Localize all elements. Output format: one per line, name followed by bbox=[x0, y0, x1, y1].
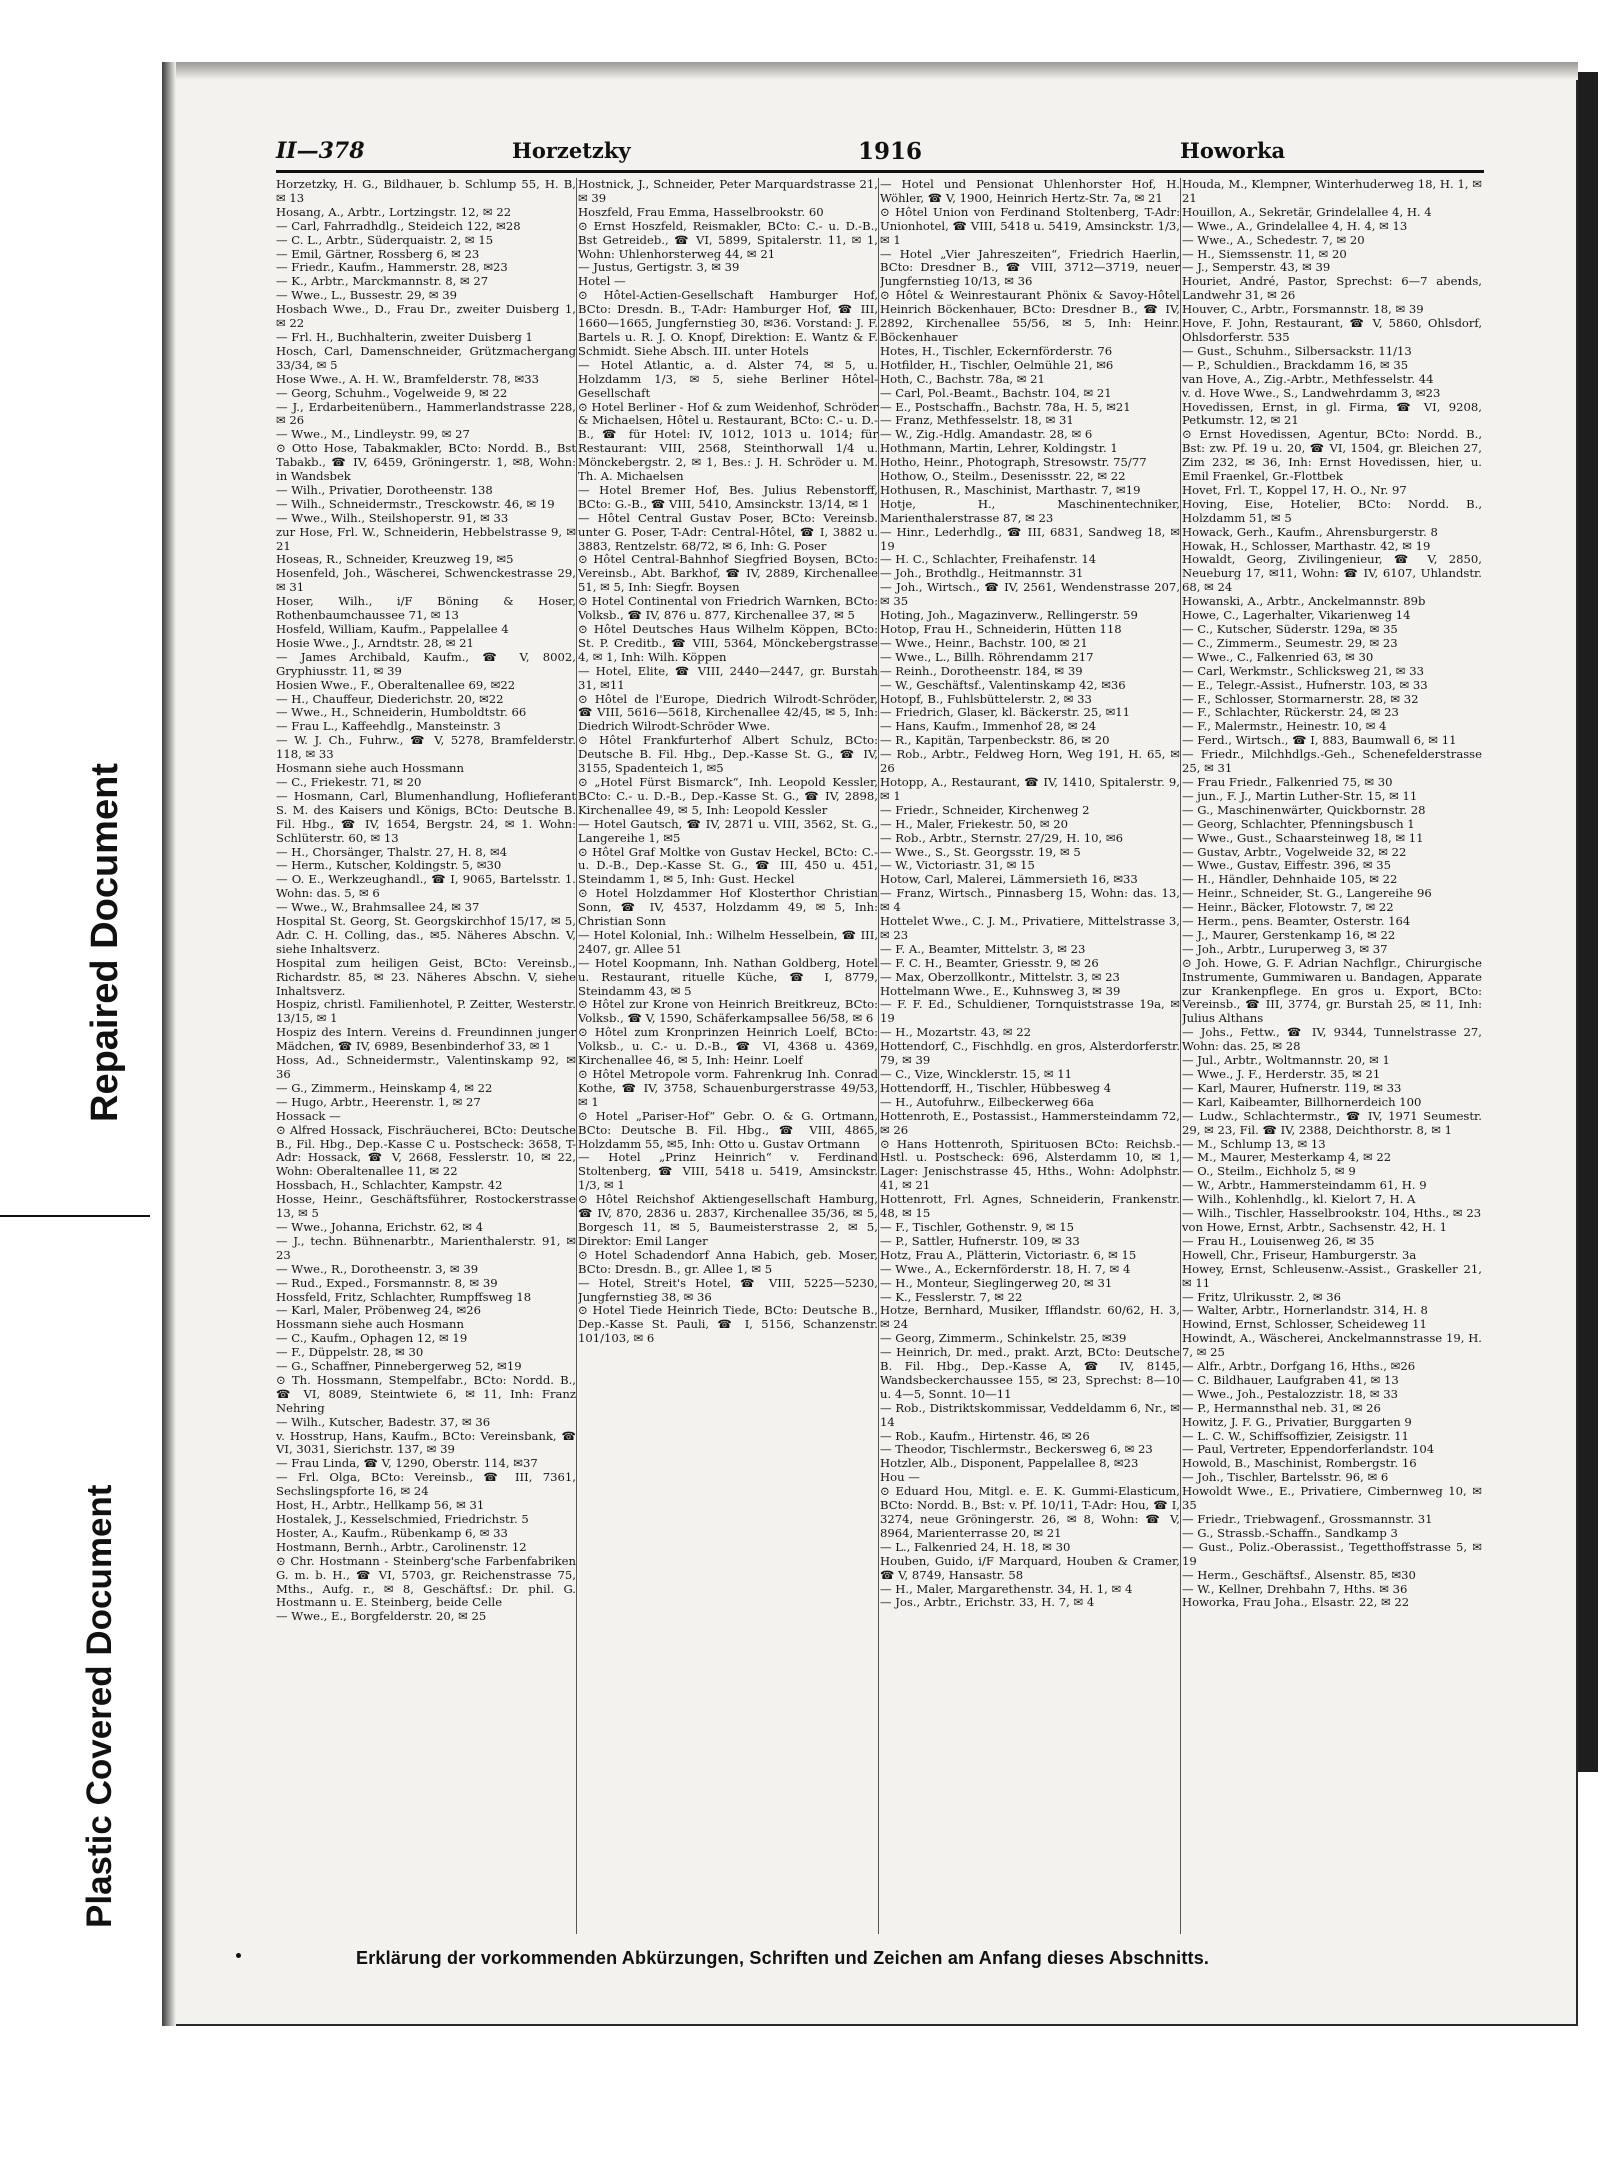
directory-entry: Hothow, O., Steilm., Desenissstr. 22, ✉ 22 bbox=[880, 469, 1126, 484]
directory-entry: Hosse, Heinr., Geschäftsführer, Rostockerstrasse 13, ✉ 5 bbox=[276, 1192, 576, 1221]
directory-entry: — Wwe., L., Billh. Röhrendamm 217 bbox=[880, 649, 1094, 664]
directory-entry: — Wilh., Kohlenhdlg., kl. Kielort 7, H. A bbox=[1182, 1192, 1416, 1207]
directory-entry: — Hotel Gautsch, ☎ IV, 2871 u. VIII, 3562, St. G., Langereihe 1, ✉5 bbox=[578, 816, 878, 845]
directory-entry: — H., Mozartstr. 43, ✉ 22 bbox=[880, 1025, 1032, 1040]
directory-entry: — Franz, Wirtsch., Pinnasberg 15, Wohn: das. 13, ✉ 4 bbox=[880, 886, 1180, 915]
directory-entry: — Wwe., L., Bussestr. 29, ✉ 39 bbox=[276, 288, 458, 303]
column-divider bbox=[878, 178, 879, 1934]
directory-entry: ⊙ „Hotel Fürst Bismarck“, Inh. Leopold Kessler, BCto: C.- u. D.-B., Dep.-Kasse St. G., ☎ IV, 2898, Kirchenallee 49, ✉ 5, Inh: Leopold Kessler bbox=[578, 774, 878, 817]
directory-entry: — F. C. H., Beamter, Griesstr. 9, ✉ 26 bbox=[880, 955, 1099, 970]
directory-entry: Hoseas, R., Schneider, Kreuzweg 19, ✉5 bbox=[276, 552, 514, 567]
directory-entry: — C., Kutscher, Süderstr. 129a, ✉ 35 bbox=[1182, 622, 1398, 636]
directory-entry: — Georg, Schuhm., Vogelweide 9, ✉ 22 bbox=[276, 385, 508, 400]
directory-entry: — Ludw., Schlachtermstr., ☎ IV, 1971 Seumestr. 29, ✉ 23, Fil. ☎ IV, 2388, Deichthorstr. 8, ✉ 1 bbox=[1182, 1108, 1482, 1137]
directory-entry: — C. L., Arbtr., Süderquaistr. 2, ✉ 15 bbox=[276, 232, 494, 247]
directory-entry: — Wilh., Privatier, Dorotheenstr. 138 bbox=[276, 482, 493, 497]
directory-entry: — F., Schlosser, Stormarnerstr. 28, ✉ 32 bbox=[1182, 691, 1419, 706]
directory-entry: — W., Victoriastr. 31, ✉ 15 bbox=[880, 858, 1035, 873]
directory-entry: — Max, Oberzollkontr., Mittelstr. 3, ✉ 23 bbox=[880, 969, 1120, 984]
directory-entry: — Wilh., Schneidermstr., Tresckowstr. 46, ✉ 19 bbox=[276, 496, 555, 511]
directory-entry: — Joh., Arbtr., Luruperweg 3, ✉ 37 bbox=[1182, 941, 1388, 956]
directory-entry: — Frau L., Kaffeehdlg., Mansteinstr. 3 bbox=[276, 719, 501, 734]
directory-entry: Hou — bbox=[880, 1470, 920, 1485]
directory-entry: — J., Semperstr. 43, ✉ 39 bbox=[1182, 260, 1331, 275]
directory-entry: — C., Friekestr. 71, ✉ 20 bbox=[276, 774, 422, 789]
directory-entry: ⊙ Hôtel-Actien-Gesellschaft Hamburger Hof, BCto: Dresdn. B., T-Adr: Hamburger Hof, ☎ III, 1660—1665, Jungfernstieg 30, ✉36. Vorstand: J. F. Bartels u. R. J. O. Knopf, Direktion: E. Wantz & F. Schmidt. Siehe Absch. III. unter Hotels bbox=[578, 288, 878, 358]
directory-entry: — Karl, Maurer, Hufnerstr. 119, ✉ 33 bbox=[1182, 1080, 1402, 1095]
directory-entry: ⊙ Ernst Hoszfeld, Reismakler, BCto: C.- u. D.-B., Bst Getreideb., ☎ VI, 5899, Spitalerstr. 11, ✉ 1, Wohn: Uhlenhorsterweg 44, ✉ 21 bbox=[578, 218, 878, 261]
directory-entry: Hotopf, B., Fuhlsbüttelerstr. 2, ✉ 33 bbox=[880, 691, 1092, 706]
directory-entry: — Wwe., Gust., Schaarsteinweg 18, ✉ 11 bbox=[1182, 830, 1424, 845]
directory-entry: Hosenfeld, Joh., Wäscherei, Schwenckestrasse 29, ✉ 31 bbox=[276, 566, 576, 595]
directory-entry: — Hotel Atlantic, a. d. Alster 74, ✉ 5, u. Holzdamm 1/3, ✉ 5, siehe Berliner Hôtel-Gesellschaft bbox=[578, 357, 878, 400]
directory-entry: Hoting, Joh., Magazinverw., Rellingerstr. 59 bbox=[880, 608, 1138, 623]
directory-entry: — Heinr., Bäcker, Flotowstr. 7, ✉ 22 bbox=[1182, 900, 1394, 915]
directory-entry: — Carl, Fahrradhdlg., Steideich 122, ✉28 bbox=[276, 218, 521, 233]
directory-entry: — C., Vize, Wincklerstr. 15, ✉ 11 bbox=[880, 1067, 1073, 1081]
directory-entry: — F., Tischler, Gothenstr. 9, ✉ 15 bbox=[880, 1219, 1074, 1234]
directory-entry: — Wwe., A., Grindelallee 4, H. 4, ✉ 13 bbox=[1182, 218, 1408, 233]
directory-entry: Hostnick, J., Schneider, Peter Marquardstrasse 21, ✉ 39 bbox=[578, 178, 878, 205]
directory-entry: Houda, M., Klempner, Winterhuderweg 18, H. 1, ✉ 21 bbox=[1182, 178, 1482, 205]
directory-entry: Hossmann siehe auch Hosmann bbox=[276, 1317, 464, 1332]
directory-entry: — Frau H., Louisenweg 26, ✉ 35 bbox=[1182, 1233, 1375, 1248]
directory-entry: — Hôtel Central Gustav Poser, BCto: Vereinsb. unter G. Poser, T-Adr: Central-Hôtel, ☎ I, 3882 u. 3883, Rentzelstr. 68/72, ✉ 6, Inh: G. Poser bbox=[578, 510, 878, 553]
directory-entry: Hosien Wwe., F., Oberaltenallee 69, ✉22 bbox=[276, 677, 516, 692]
directory-entry: Howell, Chr., Friseur, Hamburgerstr. 3a bbox=[1182, 1247, 1417, 1262]
directory-entry: — Alfr., Arbtr., Dorfgang 16, Hths., ✉26 bbox=[1182, 1359, 1416, 1374]
directory-entry: Howitz, J. F. G., Privatier, Burggarten 9 bbox=[1182, 1414, 1412, 1429]
directory-entry: ⊙ Alfred Hossack, Fischräucherei, BCto: Deutsche B., Fil. Hbg., Dep.-Kasse C u. Postscheck: 3658, T-Adr: Hossack, ☎ V, 2668, Fesslerstr. 10, ✉ 22, Wohn: Oberaltenallee 11, ✉ 22 bbox=[276, 1122, 576, 1179]
directory-entry: — Friedr., Milchhdlgs.-Geh., Schenefelderstrasse 25, ✉ 31 bbox=[1182, 747, 1482, 776]
directory-entry: Hove, F. John, Restaurant, ☎ V, 5860, Ohlsdorf, Ohlsdorferstr. 535 bbox=[1182, 316, 1482, 344]
directory-entry: Hotze, Bernhard, Musiker, Ifflandstr. 60/62, H. 3, ✉ 24 bbox=[880, 1303, 1180, 1332]
directory-entry: — Wwe., Wilh., Steilshoperstr. 91, ✉ 33 bbox=[276, 510, 509, 525]
directory-entry: — Johs., Fettw., ☎ IV, 9344, Tunnelstrasse 27, Wohn: das. 25, ✉ 28 bbox=[1182, 1025, 1482, 1054]
directory-entry: — H., Chorsänger, Thalstr. 27, H. 8, ✉4 bbox=[276, 844, 508, 859]
directory-entry: — Herm., Kutscher, Koldingstr. 5, ✉30 bbox=[276, 858, 502, 873]
directory-entry: — Hotel „Vier Jahreszeiten“, Friedrich Haerlin, BCto: Dresdner B., ☎ VIII, 3712—3719, neuer Jungfernstieg 10/13, ✉ 36 bbox=[880, 246, 1180, 289]
directory-entry: ⊙ Chr. Hostmann - Steinberg'sche Farbenfabriken G. m. b. H., ☎ VI, 5703, gr. Reichenstrasse 75, Mths., Aufg. r., ✉ 8, Geschäftsf.: Dr. phil. G. Hostmann u. E. Steinberg, beide Celle bbox=[276, 1553, 576, 1610]
repaired-document-label: Repaired Document bbox=[84, 763, 126, 1122]
directory-entry: ⊙ Hotel „Pariser-Hof“ Gebr. O. & G. Ortmann, BCto: Deutsche B. Fil. Hbg., ☎ VIII, 4865, Holzdamm 55, ✉5, Inh: Otto u. Gustav Ortmann bbox=[578, 1108, 878, 1151]
directory-entry: — Rob., Arbtr., Feldweg Horn, Weg 191, H. 65, ✉ 26 bbox=[880, 747, 1180, 776]
directory-entry: Howaldt, Georg, Zivilingenieur, ☎ V, 2850, Neueburg 17, ✉11, Wohn: ☎ IV, 6107, Uhlandstr. 68, ✉ 24 bbox=[1182, 552, 1482, 595]
directory-entry: — P., Schuldien., Brackdamm 16, ✉ 35 bbox=[1182, 357, 1409, 372]
directory-entry: Houver, C., Arbtr., Forsmannstr. 18, ✉ 39 bbox=[1182, 302, 1424, 317]
header-year: 1916 bbox=[858, 138, 923, 165]
directory-entry: ⊙ Hôtel zur Krone von Heinrich Breitkreuz, BCto: Volksb., ☎ V, 1590, Schäferkampsallee 56/58, ✉ 6 bbox=[578, 997, 878, 1026]
directory-entry: — G., Schaffner, Pinnebergerweg 52, ✉19 bbox=[276, 1359, 522, 1374]
label-divider bbox=[0, 1215, 150, 1217]
directory-entry: — P., Sattler, Hufnerstr. 109, ✉ 33 bbox=[880, 1233, 1080, 1248]
directory-entry: — Joh., Brothdlg., Heitmannstr. 31 bbox=[880, 566, 1084, 581]
directory-entry: — Theodor, Tischlermstr., Beckersweg 6, ✉ 23 bbox=[880, 1442, 1153, 1457]
directory-entry: — Rob., Arbtr., Sternstr. 27/29, H. 10, ✉6 bbox=[880, 830, 1123, 845]
directory-column-4 bbox=[1182, 178, 1482, 1934]
directory-entry: — L., Falkenried 24, H. 18, ✉ 30 bbox=[880, 1539, 1071, 1554]
directory-entry: — Wwe., Johanna, Erichstr. 62, ✉ 4 bbox=[276, 1219, 484, 1234]
directory-entry: ⊙ Hotel Holzdammer Hof Klosterthor Christian Sonn, ☎ IV, 4537, Holzdamm 49, ✉ 5, Inh: Christian Sonn bbox=[578, 886, 878, 929]
directory-entry: — Franz, Methfesselstr. 18, ✉ 31 bbox=[880, 413, 1074, 428]
directory-entry: — F., Schlachter, Rückerstr. 24, ✉ 23 bbox=[1182, 705, 1399, 720]
directory-entry: — Rob., Kaufm., Hirtenstr. 46, ✉ 26 bbox=[880, 1428, 1090, 1443]
directory-entry: — Hotel „Prinz Heinrich“ v. Ferdinand Stoltenberg, ☎ VIII, 5418 u. 5419, Amsinckstr. 1/3, ✉ 1 bbox=[578, 1150, 878, 1193]
abbreviation-footnote: Erklärung der vorkommenden Abkürzungen, Schriften und Zeichen am Anfang dieses Abschnitts. bbox=[356, 1948, 1210, 1968]
directory-entry: Hovet, Frl. T., Koppel 17, H. O., Nr. 97 bbox=[1182, 482, 1407, 497]
directory-entry: — Jul., Arbtr., Woltmannstr. 20, ✉ 1 bbox=[1182, 1053, 1390, 1068]
directory-entry: Hospital St. Georg, St. Georgskirchhof 15/17, ✉ 5, Adr. C. H. Colling, das., ✉5. Näheres Abschn. V, siehe Inhaltsverz. bbox=[276, 914, 576, 956]
header-rule bbox=[276, 170, 1484, 173]
directory-entry: Hoster, A., Kaufm., Rübenkamp 6, ✉ 33 bbox=[276, 1525, 508, 1540]
directory-entry: — Hugo, Arbtr., Heerenstr. 1, ✉ 27 bbox=[276, 1094, 481, 1109]
page-number: II—378 bbox=[276, 138, 365, 164]
directory-entry: — Wwe., R., Dorotheenstr. 3, ✉ 39 bbox=[276, 1261, 479, 1276]
directory-entry: — Friedr., Kaufm., Hammerstr. 28, ✉23 bbox=[276, 260, 508, 275]
directory-entry: Hottelmann Wwe., E., Kuhnsweg 3, ✉ 39 bbox=[880, 983, 1121, 998]
directory-entry: Hosch, Carl, Damenschneider, Grützmachergang 33/34, ✉ 5 bbox=[276, 343, 576, 372]
header-first-name: Horzetzky bbox=[512, 138, 631, 163]
directory-entry: — O., Steilm., Eichholz 5, ✉ 9 bbox=[1182, 1164, 1356, 1179]
directory-entry: — Wwe., A., Schedestr. 7, ✉ 20 bbox=[1182, 232, 1365, 247]
directory-entry: Hothusen, R., Maschinist, Marthastr. 7, ✉19 bbox=[880, 482, 1141, 497]
directory-entry: — F. A., Beamter, Mittelstr. 3, ✉ 23 bbox=[880, 941, 1086, 956]
directory-entry: Howanski, A., Arbtr., Anckelmannstr. 89b bbox=[1182, 594, 1426, 609]
directory-column-1 bbox=[276, 178, 576, 1934]
directory-entry: — G., Maschinenwärter, Quickbornstr. 28 bbox=[1182, 802, 1426, 817]
directory-entry: Howe, C., Lagerhalter, Vikarienweg 14 bbox=[1182, 608, 1411, 623]
column-divider bbox=[1180, 178, 1181, 1934]
directory-entry: — Karl, Maler, Pröbenweg 24, ✉26 bbox=[276, 1303, 482, 1318]
directory-entry: — Wwe., H., Schneiderin, Humboldtstr. 66 bbox=[276, 705, 527, 720]
directory-entry: — G., Strassb.-Schaffn., Sandkamp 3 bbox=[1182, 1525, 1398, 1540]
directory-entry: — jun., F. J., Martin Luther-Str. 15, ✉ 11 bbox=[1182, 788, 1418, 803]
directory-entry: Hottenrott, Frl. Agnes, Schneiderin, Frankenstr. 48, ✉ 15 bbox=[880, 1192, 1180, 1221]
directory-entry: von Howe, Ernst, Arbtr., Sachsenstr. 42, H. 1 bbox=[1182, 1219, 1448, 1234]
directory-entry: — W., Geschäftsf., Valentinskamp 42, ✉36 bbox=[880, 677, 1126, 692]
directory-entry: — L. C. W., Schiffsoffizier, Zeisigstr. 11 bbox=[1182, 1428, 1409, 1443]
directory-entry: ⊙ Hans Hottenroth, Spirituosen BCto: Reichsb.-Hstl. u. Postscheck: 696, Alsterdamm 10, ✉ 1, Lager: Jenischstrasse 45, Hths., Wohn: Adolphstr. 41, ✉ 21 bbox=[880, 1136, 1180, 1193]
directory-entry: ⊙ Hotel Schadendorf Anna Habich, geb. Moser, BCto: Dresdn. B., gr. Allee 1, ✉ 5 bbox=[578, 1247, 878, 1276]
plastic-covered-document-label: Plastic Covered Document bbox=[80, 1484, 119, 1928]
directory-entry: — Frl. H., Buchhalterin, zweiter Duisberg 1 bbox=[276, 329, 533, 344]
directory-entry: — Wwe., Gustav, Eiffestr. 396, ✉ 35 bbox=[1182, 858, 1391, 873]
directory-entry: — Georg, Zimmerm., Schinkelstr. 25, ✉39 bbox=[880, 1331, 1127, 1346]
directory-entry: Hottendorf, C., Fischhdlg. en gros, Alsterdorferstr. 79, ✉ 39 bbox=[880, 1039, 1180, 1068]
directory-entry: Hotfilder, H., Tischler, Oelmühle 21, ✉6 bbox=[880, 357, 1114, 372]
directory-entry: — W., Zig.-Hdlg. Amandastr. 28, ✉ 6 bbox=[880, 427, 1093, 442]
directory-entry: Hotes, H., Tischler, Eckernförderstr. 76 bbox=[880, 343, 1113, 358]
directory-entry: Hossbach, H., Schlachter, Kampstr. 42 bbox=[276, 1178, 503, 1193]
directory-entry: — C., Kaufm., Ophagen 12, ✉ 19 bbox=[276, 1331, 468, 1346]
directory-entry: — Friedr., Triebwagenf., Grossmannstr. 31 bbox=[1182, 1512, 1433, 1526]
directory-entry: — Heinrich, Dr. med., prakt. Arzt, BCto: Deutsche B. Fil. Hbg., Dep.-Kasse A, ☎ IV, 8145, Wandsbeckerchaussee 155, ✉ 23, Sprechst: 8—10 u. 4—5, Sonnt. 10—11 bbox=[880, 1345, 1180, 1401]
directory-entry: ⊙ Hôtel Central-Bahnhof Siegfried Boysen, BCto: Vereinsb., Abt. Barkhof, ☎ IV, 2889, Kirchenallee 51, ✉ 5, Inh: Siegfr. Boysen bbox=[578, 552, 878, 595]
directory-entry: Hottendorff, H., Tischler, Hübbesweg 4 bbox=[880, 1080, 1112, 1095]
directory-entry: — Joh., Wirtsch., ☎ IV, 2561, Wendenstrasse 207, ✉ 35 bbox=[880, 580, 1180, 609]
directory-entry: Hovedissen, Ernst, in gl. Firma, ☎ VI, 9208, Petkumstr. 12, ✉ 21 bbox=[1182, 399, 1482, 428]
directory-entry: — Wilh., Kutscher, Badestr. 37, ✉ 36 bbox=[276, 1414, 491, 1429]
directory-entry: ⊙ Otto Hose, Tabakmakler, BCto: Nordd. B., Bst Tabakb., ☎ IV, 6459, Gröningerstr. 1, ✉8, Wohn: in Wandsbek bbox=[276, 441, 576, 484]
directory-entry: ⊙ Eduard Hou, Mitgl. e. E. K. Gummi-Elasticum, BCto: Nordd. B., Bst: v. Pf. 10/11, T-Adr: Hou, ☎ I, 3274, neue Gröningerstr. 26, ✉ 8, Wohn: ☎ V, 8964, Marienterrasse 20, ✉ 21 bbox=[880, 1484, 1180, 1540]
directory-entry: — Walter, Arbtr., Hornerlandstr. 314, H. 8 bbox=[1182, 1303, 1428, 1318]
directory-entry: — Wwe., W., Brahmsallee 24, ✉ 37 bbox=[276, 900, 480, 915]
directory-entry: — F. F. Ed., Schuldiener, Tornquiststrasse 19a, ✉ 19 bbox=[880, 997, 1180, 1026]
directory-entry: — H., Chauffeur, Diederichstr. 20, ✉22 bbox=[276, 691, 504, 706]
bullet-mark bbox=[236, 1953, 241, 1958]
directory-entry: ⊙ Hôtel Frankfurterhof Albert Schulz, BCto: Deutsche B. Fil. Hbg., Dep.-Kasse St. G., ☎ IV, 3155, Spadenteich 1, ✉5 bbox=[578, 733, 878, 776]
directory-entry: — Rud., Exped., Forsmannstr. 8, ✉ 39 bbox=[276, 1275, 498, 1290]
directory-entry: — Emil, Gärtner, Rossberg 6, ✉ 23 bbox=[276, 246, 480, 261]
directory-entry: Hotho, Heinr., Photograph, Stresowstr. 75/77 bbox=[880, 455, 1147, 470]
directory-entry: — C., Zimmerm., Seumestr. 29, ✉ 23 bbox=[1182, 635, 1398, 650]
directory-entry: Hoss, Ad., Schneidermstr., Valentinskamp 92, ✉ 36 bbox=[276, 1053, 576, 1081]
directory-entry: — F., Malermstr., Heinestr. 10, ✉ 4 bbox=[1182, 719, 1387, 734]
directory-entry: Howack, Gerh., Kaufm., Ahrensburgerstr. 8 bbox=[1182, 524, 1438, 539]
directory-entry: — W., Kellner, Drehbahn 7, Hths. ✉ 36 bbox=[1182, 1581, 1408, 1596]
directory-entry: Hotop, Frau H., Schneiderin, Hütten 118 bbox=[880, 622, 1122, 636]
directory-entry: — Wwe., C., Falkenried 63, ✉ 30 bbox=[1182, 649, 1374, 664]
directory-entry: — Wwe., Heinr., Bachstr. 100, ✉ 21 bbox=[880, 635, 1088, 650]
directory-entry: — Hotel, Streit's Hotel, ☎ VIII, 5225—5230, Jungfernstieg 38, ✉ 36 bbox=[578, 1275, 878, 1304]
directory-entry: ⊙ Hotel Berliner - Hof & zum Weidenhof, Schröder & Michaelsen, Hôtel u. Restaurant, BCto: C.- u. D.-B., ☎ für Hotel: IV, 1012, 1013 u. 1014; für Restaurant: VIII, 2568, Steinthorwall 1/4 u. Mönckebergstr. 2, ✉ 1, Bes.: J. H. Schröder u. M. Th. A. Michaelsen bbox=[578, 399, 878, 484]
directory-entry: — Wwe., M., Lindleystr. 99, ✉ 27 bbox=[276, 427, 470, 442]
directory-entry: — Hinr., Lederhdlg., ☎ III, 6831, Sandweg 18, ✉ 19 bbox=[880, 524, 1180, 553]
directory-entry: — M., Schlump 13, ✉ 13 bbox=[1182, 1136, 1326, 1151]
directory-entry: — E., Telegr.-Assist., Hufnerstr. 103, ✉ 33 bbox=[1182, 677, 1428, 692]
directory-entry: — W., Arbtr., Hammersteindamm 61, H. 9 bbox=[1182, 1178, 1427, 1193]
directory-entry: Houillon, A., Sekretär, Grindelallee 4, H. 4 bbox=[1182, 204, 1432, 219]
directory-entry: Hostmann, Bernh., Arbtr., Carolinenstr. 12 bbox=[276, 1539, 527, 1554]
directory-entry: ⊙ Hôtel & Weinrestaurant Phönix & Savoy-Hôtel Heinrich Böckenhauer, BCto: Dresdner B., ☎ IV, 2892, Kirchenallee 55/56, ✉ 5, Inh: Heinr. Böckenhauer bbox=[880, 288, 1180, 344]
directory-entry: Hostalek, J., Kesselschmied, Friedrichstr. 5 bbox=[276, 1512, 529, 1526]
directory-entry: Hosfeld, William, Kaufm., Pappelallee 4 bbox=[276, 622, 509, 636]
page-left-shadow bbox=[162, 62, 176, 2026]
directory-entry: — Paul, Vertreter, Eppendorferlandstr. 104 bbox=[1182, 1442, 1435, 1457]
directory-entry: — Jos., Arbtr., Erichstr. 33, H. 7, ✉ 4 bbox=[880, 1595, 1095, 1610]
directory-entry: — O. E., Werkzeughandl., ☎ I, 9065, Bartelsstr. 1. Wohn: das. 5, ✉ 6 bbox=[276, 872, 576, 901]
directory-entry: — H., Monteur, Sieglingerweg 20, ✉ 31 bbox=[880, 1275, 1113, 1290]
directory-entry: ⊙ Hôtel Union von Ferdinand Stoltenberg, T-Adr: Unionhotel, ☎ VIII, 5418 u. 5419, Amsinckstr. 1/3, ✉ 1 bbox=[880, 204, 1180, 247]
directory-entry: ⊙ Hôtel Reichshof Aktiengesellschaft Hamburg, ☎ IV, 870, 2836 u. 2837, Kirchenallee 35/36, ✉ 5, Borgesch 11, ✉ 5, Baumeisterstrasse 2, ✉ 5, Direktor: Emil Langer bbox=[578, 1192, 878, 1248]
directory-entry: — Friedr., Schneider, Kirchenweg 2 bbox=[880, 802, 1090, 817]
directory-entry: ⊙ Hôtel Metropole vorm. Fahrenkrug Inh. Conrad Kothe, ☎ IV, 3758, Schauenburgerstrasse 49/53, ✉ 1 bbox=[578, 1067, 878, 1109]
directory-entry: — Heinr., Schneider, St. G., Langereihe 96 bbox=[1182, 886, 1432, 901]
directory-entry: Host, H., Arbtr., Hellkamp 56, ✉ 31 bbox=[276, 1498, 485, 1513]
directory-entry: Hoser, Wilh., i/F Böning & Hoser, Rothenbaumchaussee 71, ✉ 13 bbox=[276, 594, 576, 623]
directory-entry: Howind, Ernst, Schlosser, Scheideweg 11 bbox=[1182, 1317, 1427, 1332]
directory-entry: — Hotel und Pensionat Uhlenhorster Hof, H. Wöhler, ☎ V, 1900, Heinrich Hertz-Str. 7a, ✉ 21 bbox=[880, 178, 1180, 205]
directory-entry: — Rob., Distriktskommissar, Veddeldamm 6, Nr., ✉ 14 bbox=[880, 1400, 1180, 1429]
directory-entry: Hosie Wwe., J., Arndtstr. 28, ✉ 21 bbox=[276, 635, 474, 650]
directory-entry: Hospiz, christl. Familienhotel, P. Zeitter, Westerstr. 13/15, ✉ 1 bbox=[276, 997, 576, 1026]
directory-entry: — Hotel, Elite, ☎ VIII, 2440—2447, gr. Burstah 31, ✉11 bbox=[578, 663, 878, 692]
directory-entry: Hosmann siehe auch Hossmann bbox=[276, 761, 464, 776]
directory-entry: — Hans, Kaufm., Immenhof 28, ✉ 24 bbox=[880, 719, 1097, 734]
directory-entry: Hotje, H., Maschinentechniker, Marienthalerstrasse 87, ✉ 23 bbox=[880, 496, 1180, 525]
directory-entry: v. Hosstrup, Hans, Kaufm., BCto: Vereinsbank, ☎ VI, 3031, Sierichstr. 137, ✉ 39 bbox=[276, 1428, 576, 1457]
directory-entry: Hoving, Eise, Hotelier, BCto: Nordd. B., Holzdamm 51, ✉ 5 bbox=[1182, 496, 1482, 525]
directory-entry: — Friedrich, Glaser, kl. Bäckerstr. 25, ✉11 bbox=[880, 705, 1131, 720]
directory-entry: Hotel — bbox=[578, 274, 626, 289]
directory-entry: — W. J. Ch., Fuhrw., ☎ V, 5278, Bramfelderstr. 118, ✉ 33 bbox=[276, 733, 576, 762]
directory-entry: Horzetzky, H. G., Bildhauer, b. Schlump 55, H. B, ✉ 13 bbox=[276, 178, 576, 205]
directory-entry: Hotzler, Alb., Disponent, Pappelallee 8, ✉23 bbox=[880, 1456, 1139, 1471]
page-top-shadow bbox=[162, 62, 1578, 80]
directory-entry: — James Archibald, Kaufm., ☎ V, 8002, Gryphiusstr. 11, ✉ 39 bbox=[276, 649, 576, 678]
directory-entry: — H. C., Schlachter, Freihafenstr. 14 bbox=[880, 552, 1097, 567]
directory-entry: — K., Fesslerstr. 7, ✉ 22 bbox=[880, 1289, 1023, 1304]
directory-entry: — Frl. Olga, BCto: Vereinsb., ☎ III, 7361, Sechslingspforte 16, ✉ 24 bbox=[276, 1470, 576, 1499]
directory-entry: — Frau Friedr., Falkenried 75, ✉ 30 bbox=[1182, 774, 1393, 789]
directory-entry: — F., Düppelstr. 28, ✉ 30 bbox=[276, 1345, 424, 1360]
directory-entry: ⊙ Hotel Tiede Heinrich Tiede, BCto: Deutsche B., Dep.-Kasse St. Pauli, ☎ I, 5156, Schanzenstr. 101/103, ✉ 6 bbox=[578, 1303, 878, 1346]
directory-entry: Howey, Ernst, Schleusenw.-Assist., Graskeller 21, ✉ 11 bbox=[1182, 1261, 1482, 1290]
directory-entry: ⊙ Hôtel Graf Moltke von Gustav Heckel, BCto: C.- u. D.-B., Dep.-Kasse St. G., ☎ III, 450 u. 451, Steindamm 1, ✉ 5, Inh: Gust. Heckel bbox=[578, 844, 878, 887]
directory-entry: Hotow, Carl, Malerei, Lämmersieth 16, ✉33 bbox=[880, 872, 1138, 887]
directory-entry: — H., Siemssenstr. 11, ✉ 20 bbox=[1182, 246, 1347, 261]
directory-entry: — K., Arbtr., Marckmannstr. 8, ✉ 27 bbox=[276, 274, 489, 289]
directory-entry: Howoldt Wwe., E., Privatiere, Cimbernweg 10, ✉ 35 bbox=[1182, 1484, 1482, 1513]
directory-entry: Hotz, Frau A., Plätterin, Victoriastr. 6, ✉ 15 bbox=[880, 1247, 1137, 1262]
directory-entry: — J., Maurer, Gerstenkamp 16, ✉ 22 bbox=[1182, 927, 1396, 942]
directory-entry: — G., Zimmerm., Heinskamp 4, ✉ 22 bbox=[276, 1080, 493, 1095]
directory-entry: ⊙ Joh. Howe, G. F. Adrian Nachflgr., Chirurgische Instrumente, Gummiwaren u. Bandagen, Apparate zur Krankenpflege. En gros u. Export, BCto: Vereinsb., ☎ III, 3774, gr. Burstah 25, ✉ 11, Inh: Julius Althans bbox=[1182, 955, 1482, 1026]
directory-entry: — C. Bildhauer, Laufgraben 41, ✉ 13 bbox=[1182, 1372, 1399, 1387]
directory-entry: Howak, H., Schlosser, Marthastr. 42, ✉ 19 bbox=[1182, 538, 1431, 553]
directory-entry: — Wwe., Joh., Pestalozzistr. 18, ✉ 33 bbox=[1182, 1386, 1398, 1401]
directory-entry: Hosang, A., Arbtr., Lortzingstr. 12, ✉ 22 bbox=[276, 204, 512, 219]
directory-entry: — Wwe., J. F., Herderstr. 35, ✉ 21 bbox=[1182, 1067, 1381, 1081]
directory-entry: ⊙ Hôtel de l'Europe, Diedrich Wilrodt-Schröder, ☎ VIII, 5616—5618, Kirchenallee 42/45, ✉ 5, Inh: Diedrich Wilrodt-Schröder Wwe. bbox=[578, 691, 878, 734]
page-right-edge bbox=[1578, 72, 1598, 1772]
directory-entry: ⊙ Th. Hossmann, Stempelfabr., BCto: Nordd. B., ☎ VI, 8089, Steintwiete 6, ✉ 11, Inh: Franz Nehring bbox=[276, 1372, 576, 1415]
header-last-name: Howorka bbox=[1180, 138, 1286, 163]
directory-entry: — Joh., Tischler, Bartelsstr. 96, ✉ 6 bbox=[1182, 1470, 1389, 1485]
directory-entry: Howindt, A., Wäscherei, Anckelmannstrasse 19, H. 7, ✉ 25 bbox=[1182, 1331, 1482, 1360]
directory-entry: Hossack — bbox=[276, 1108, 341, 1123]
directory-entry: — Carl, Pol.-Beamt., Bachstr. 104, ✉ 21 bbox=[880, 385, 1112, 400]
directory-entry: — Hosmann, Carl, Blumenhandlung, Hoflieferant S. M. des Kaisers und Königs, BCto: Deutsche B. Fil. Hbg., ☎ IV, 1654, Bergstr. 24, ✉ 1. Wohn: Schlüterstr. 60, ✉ 13 bbox=[276, 788, 576, 845]
directory-entry: Hosbach Wwe., D., Frau Dr., zweiter Duisberg 1, ✉ 22 bbox=[276, 302, 576, 331]
directory-entry: — H., Maler, Friekestr. 50, ✉ 20 bbox=[880, 816, 1069, 831]
directory-entry: ⊙ Hôtel zum Kronprinzen Heinrich Loelf, BCto: Volksb., u. C.- u. D.-B., ☎ VI, 4368 u. 4369, Kirchenallee 46, ✉ 5, Inh: Heinr. Loelf bbox=[578, 1025, 878, 1068]
directory-entry: Hotopp, A., Restaurant, ☎ IV, 1410, Spitalerstr. 9, ✉ 1 bbox=[880, 774, 1180, 803]
directory-entry: — Carl, Werkmstr., Schlicksweg 21, ✉ 33 bbox=[1182, 663, 1424, 678]
directory-column-3 bbox=[880, 178, 1180, 1934]
directory-entry: — Georg, Schlachter, Pfenningsbusch 1 bbox=[1182, 816, 1415, 831]
directory-entry: — J., techn. Bühnenarbtr., Marienthalerstr. 91, ✉ 23 bbox=[276, 1233, 576, 1262]
directory-entry: — Justus, Gertigstr. 3, ✉ 39 bbox=[578, 260, 740, 275]
directory-entry: — Wwe., E., Borgfelderstr. 20, ✉ 25 bbox=[276, 1609, 487, 1624]
directory-entry: — Fritz, Ulrikusstr. 2, ✉ 36 bbox=[1182, 1289, 1342, 1304]
column-divider bbox=[576, 178, 577, 1934]
directory-entry: — Karl, Kaibeamter, Billhornerdeich 100 bbox=[1182, 1094, 1422, 1109]
directory-entry: Hottenroth, E., Postassist., Hammersteindamm 72, ✉ 26 bbox=[880, 1108, 1180, 1137]
directory-entry: ⊙ Ernst Hovedissen, Agentur, BCto: Nordd. B., Bst: zw. Pf. 19 u. 20, ☎ VI, 1504, gr. Bleichen 27, Zim 232, ✉ 36, Inh: Ernst Hovedissen, hier, u. Emil Fraenkel, Gr.-Flottbek bbox=[1182, 427, 1482, 484]
directory-entry: Hospiz des Intern. Vereins d. Freundinnen junger Mädchen, ☎ IV, 6989, Besenbinderhof 33, ✉ 1 bbox=[276, 1025, 576, 1054]
directory-column-2 bbox=[578, 178, 878, 1934]
directory-entry: — Frau Linda, ☎ V, 1290, Oberstr. 114, ✉37 bbox=[276, 1456, 538, 1471]
directory-entry: — Hotel Koopmann, Inh. Nathan Goldberg, Hotel u. Restaurant, rituelle Küche, ☎ I, 8779, Steindamm 43, ✉ 5 bbox=[578, 955, 878, 998]
directory-entry: — Gust., Schuhm., Silbersackstr. 11/13 bbox=[1182, 343, 1412, 358]
directory-entry: ⊙ Hotel Continental von Friedrich Warnken, BCto: Volksb., ☎ IV, 876 u. 877, Kirchenallee 37, ✉ 5 bbox=[578, 594, 878, 623]
directory-entry: Houriet, André, Pastor, Sprechst: 6—7 abends, Landwehr 31, ✉ 26 bbox=[1182, 274, 1482, 303]
directory-entry: Hothmann, Martin, Lehrer, Koldingstr. 1 bbox=[880, 441, 1118, 456]
directory-entry: Hospital zum heiligen Geist, BCto: Vereinsb., Richardstr. 85, ✉ 23. Näheres Abschn. V, siehe Inhaltsverz. bbox=[276, 955, 576, 998]
directory-entry: van Hove, A., Zig.-Arbtr., Methfesselstr. 44 bbox=[1182, 371, 1434, 386]
directory-entry: — Hotel Kolonial, Inh.: Wilhelm Hesselbein, ☎ III, 2407, gr. Allee 51 bbox=[578, 927, 878, 956]
directory-entry: Houben, Guido, i/F Marquard, Houben & Cramer, ☎ V, 8749, Hansastr. 58 bbox=[880, 1553, 1180, 1582]
directory-entry: — Wwe., S., St. Georgsstr. 19, ✉ 5 bbox=[880, 844, 1081, 859]
directory-entry: — Reinh., Dorotheenstr. 184, ✉ 39 bbox=[880, 663, 1083, 678]
directory-entry: Howold, B., Maschinist, Rombergstr. 16 bbox=[1182, 1456, 1417, 1471]
directory-entry: — H., Maler, Margarethenstr. 34, H. 1, ✉ 4 bbox=[880, 1581, 1133, 1596]
directory-entry: — J., Erdarbeitenübern., Hammerlandstrasse 228, ✉ 26 bbox=[276, 399, 576, 428]
directory-entry: — Herm., pens. Beamter, Osterstr. 164 bbox=[1182, 914, 1411, 929]
directory-entry: zur Hose, Frl. W., Schneiderin, Hebbelstrasse 9, ✉ 21 bbox=[276, 524, 576, 553]
directory-entry: — H., Autofuhrw., Eilbeckerweg 66a bbox=[880, 1094, 1094, 1109]
directory-entry: — Gustav, Arbtr., Vogelweide 32, ✉ 22 bbox=[1182, 844, 1407, 859]
directory-entry: — M., Maurer, Mesterkamp 4, ✉ 22 bbox=[1182, 1150, 1392, 1165]
directory-entry: — Wilh., Tischler, Hasselbrookstr. 104, Hths., ✉ 23 bbox=[1182, 1206, 1482, 1221]
directory-entry: — Wwe., A., Eckernförderstr. 18, H. 7, ✉ 4 bbox=[880, 1261, 1131, 1276]
directory-entry: Hottelet Wwe., C. J. M., Privatiere, Mittelstrasse 3, ✉ 23 bbox=[880, 914, 1180, 942]
directory-entry: Hoth, C., Bachstr. 78a, ✉ 21 bbox=[880, 371, 1045, 386]
directory-entry: — R., Kapitän, Tarpenbeckstr. 86, ✉ 20 bbox=[880, 733, 1110, 748]
directory-entry: Hoszfeld, Frau Emma, Hasselbrookstr. 60 bbox=[578, 204, 824, 219]
directory-entry: — E., Postschaffn., Bachstr. 78a, H. 5, ✉21 bbox=[880, 399, 1131, 414]
directory-entry: — Gust., Poliz.-Oberassist., Tegetthoffstrasse 5, ✉ 19 bbox=[1182, 1539, 1482, 1568]
directory-entry: — P., Hermannsthal neb. 31, ✉ 26 bbox=[1182, 1400, 1381, 1415]
directory-entry: Hose Wwe., A. H. W., Bramfelderstr. 78, ✉33 bbox=[276, 371, 540, 386]
directory-entry: ⊙ Hôtel Deutsches Haus Wilhelm Köppen, BCto: St. P. Creditb., ☎ VIII, 5364, Mönckebergstrasse 4, ✉ 1, Inh: Wilh. Köppen bbox=[578, 622, 878, 664]
directory-entry: v. d. Hove Wwe., S., Landwehrdamm 3, ✉23 bbox=[1182, 385, 1441, 400]
directory-entry: — Ferd., Wirtsch., ☎ I, 883, Baumwall 6, ✉ 11 bbox=[1182, 733, 1457, 748]
directory-entry: — H., Händler, Dehnhaide 105, ✉ 22 bbox=[1182, 872, 1398, 887]
directory-entry: — Herm., Geschäftsf., Alsenstr. 85, ✉30 bbox=[1182, 1567, 1416, 1582]
directory-entry: — Hotel Bremer Hof, Bes. Julius Rebenstorff, BCto: G.-B., ☎ VIII, 5410, Amsinckstr. 13/14, ✉ 1 bbox=[578, 482, 878, 511]
directory-entry: Howorka, Frau Joha., Elsastr. 22, ✉ 22 bbox=[1182, 1595, 1410, 1610]
directory-entry: Hossfeld, Fritz, Schlachter, Rumpffsweg 18 bbox=[276, 1289, 532, 1304]
